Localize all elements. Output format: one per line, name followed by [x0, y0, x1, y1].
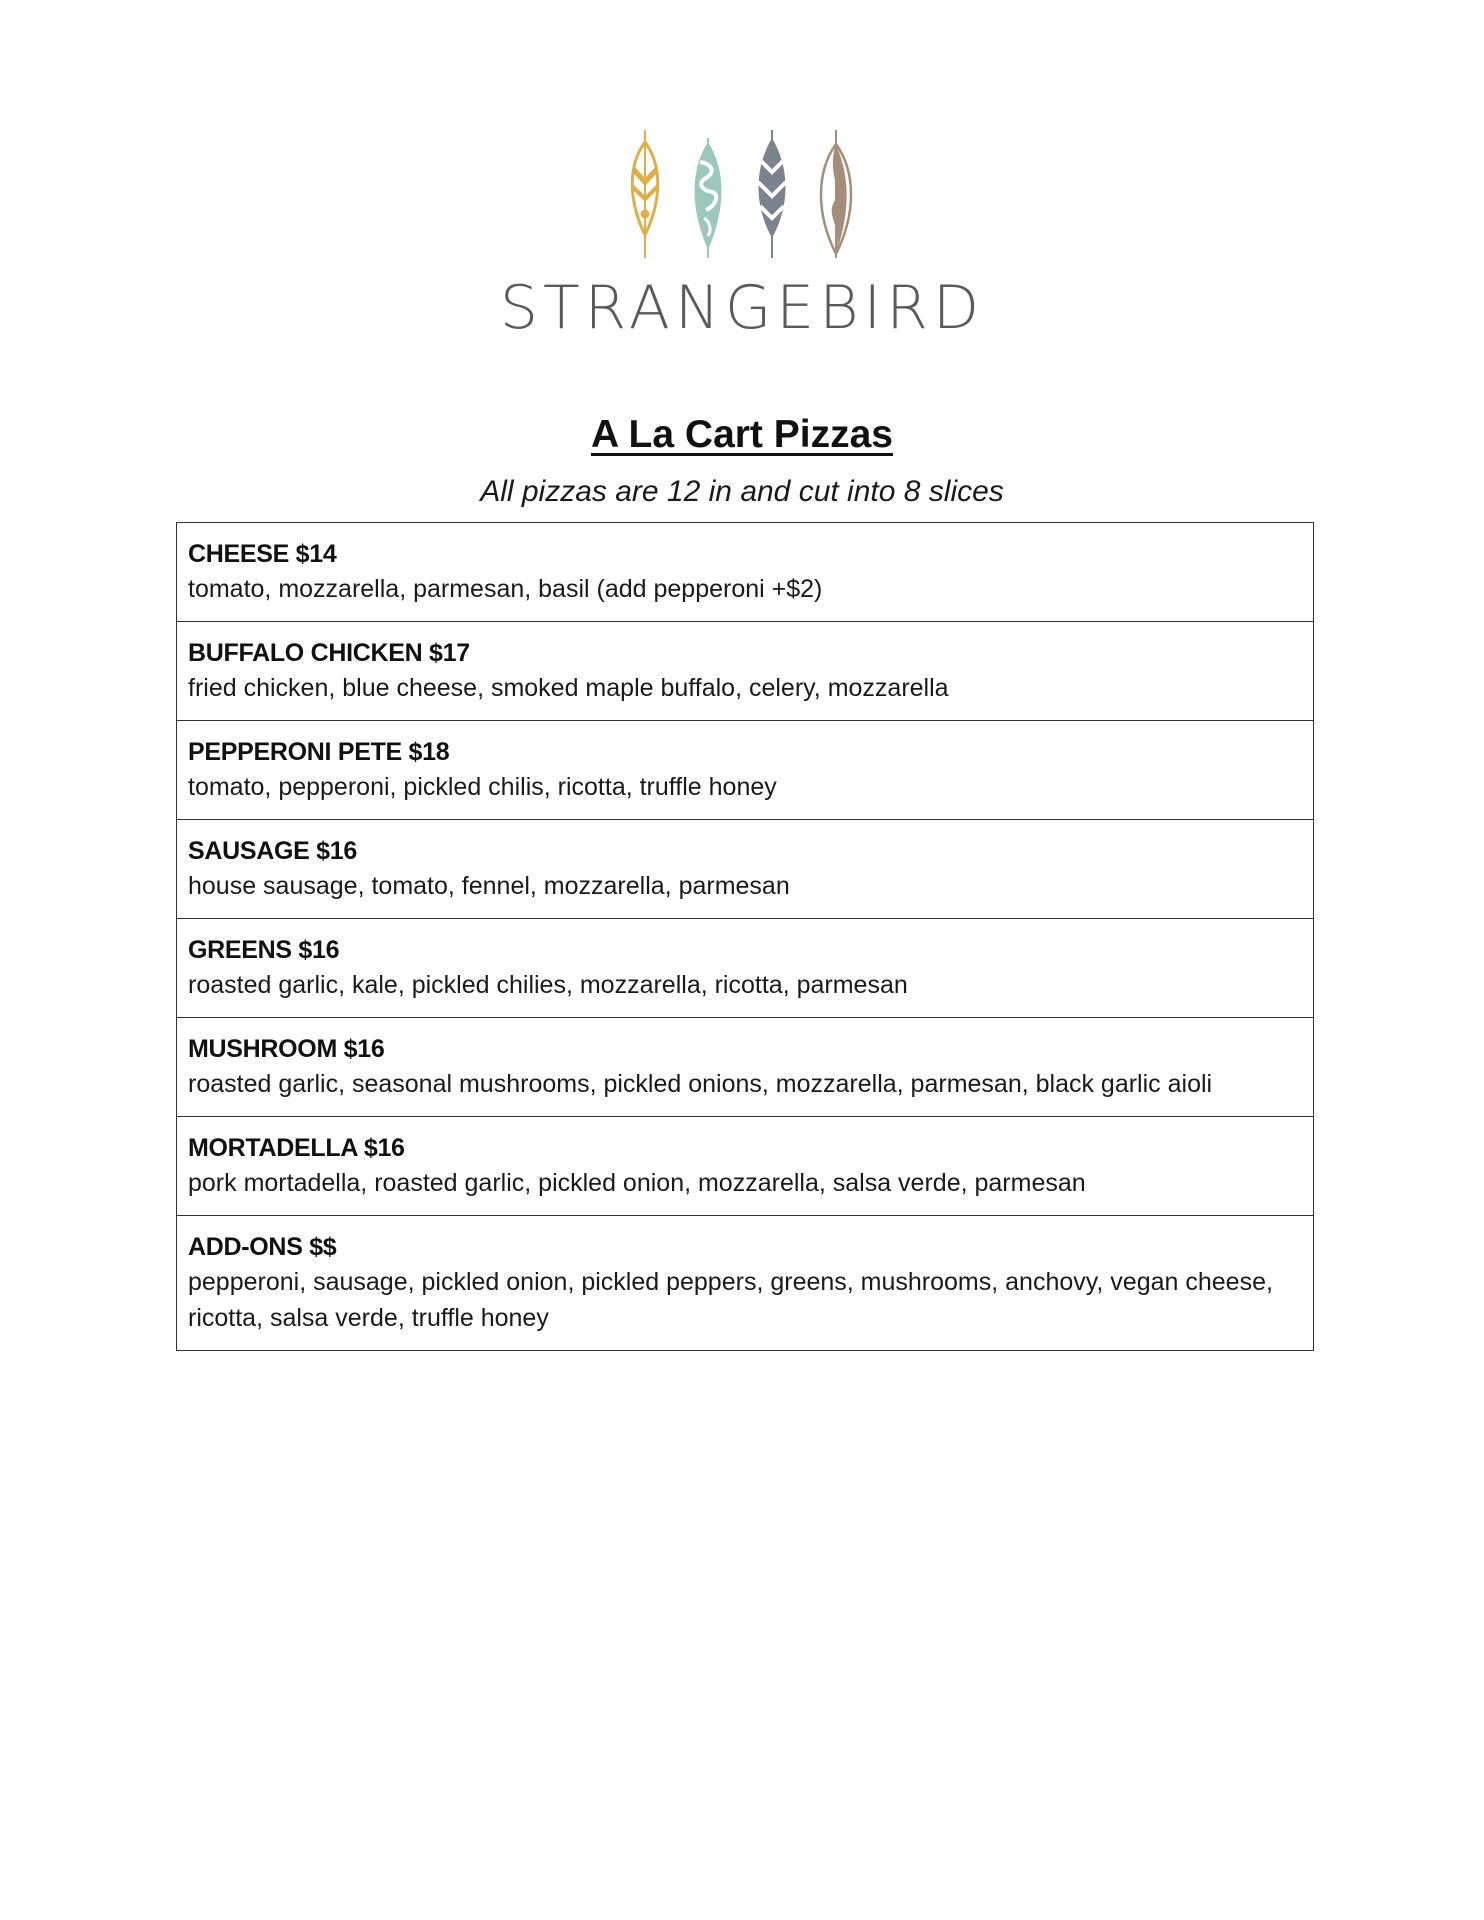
brand-wordmark: STRANGEBIRD	[499, 273, 985, 343]
taupe-feather-icon	[821, 130, 851, 258]
menu-item	[177, 1018, 1314, 1117]
brand-logo	[0, 130, 1484, 350]
menu-item-name: BUFFALO CHICKEN $17	[188, 639, 470, 667]
gold-feather-icon	[632, 130, 658, 258]
slate-feather-icon	[758, 130, 786, 258]
menu-item	[177, 523, 1314, 622]
menu-item	[177, 919, 1314, 1018]
menu-item-name: MUSHROOM $16	[188, 1035, 385, 1063]
menu-item-description: tomato, pepperoni, pickled chilis, ricotta, truffle honey	[188, 773, 777, 801]
menu-item-name: SAUSAGE $16	[188, 837, 357, 865]
menu-item-name: ADD-ONS $$	[188, 1233, 337, 1261]
menu-item	[177, 622, 1314, 721]
menu-item-description: pepperoni, sausage, pickled onion, pickled peppers, greens, mushrooms, anchovy, vegan cheese, ricotta, salsa verde, truffle honey	[188, 1268, 1273, 1332]
menu-item-description: roasted garlic, seasonal mushrooms, pickled onions, mozzarella, parmesan, black garlic aioli	[188, 1070, 1213, 1098]
menu-item-description: roasted garlic, kale, pickled chilies, mozzarella, ricotta, parmesan	[188, 971, 908, 999]
menu-item	[177, 820, 1314, 919]
menu-subtitle: All pizzas are 12 in and cut into 8 slices	[480, 475, 1004, 508]
menu-item-description: fried chicken, blue cheese, smoked maple buffalo, celery, mozzarella	[188, 674, 949, 702]
feathers-logo-icon	[620, 130, 870, 260]
menu-item-name: MORTADELLA $16	[188, 1134, 405, 1162]
menu-title: A La Cart Pizzas	[591, 413, 893, 456]
menu-item-description: house sausage, tomato, fennel, mozzarella, parmesan	[188, 872, 790, 900]
menu-item	[177, 1216, 1314, 1351]
menu-item-name: CHEESE $14	[188, 540, 337, 568]
menu-item	[177, 1117, 1314, 1216]
menu-item	[177, 721, 1314, 820]
menu-table	[176, 522, 1314, 1351]
menu-item-name: PEPPERONI PETE $18	[188, 738, 450, 766]
menu-item-name: GREENS $16	[188, 936, 340, 964]
mint-feather-icon	[695, 138, 722, 258]
menu-item-description: pork mortadella, roasted garlic, pickled onion, mozzarella, salsa verde, parmesan	[188, 1169, 1086, 1197]
menu-item-description: tomato, mozzarella, parmesan, basil (add pepperoni +$2)	[188, 575, 823, 603]
